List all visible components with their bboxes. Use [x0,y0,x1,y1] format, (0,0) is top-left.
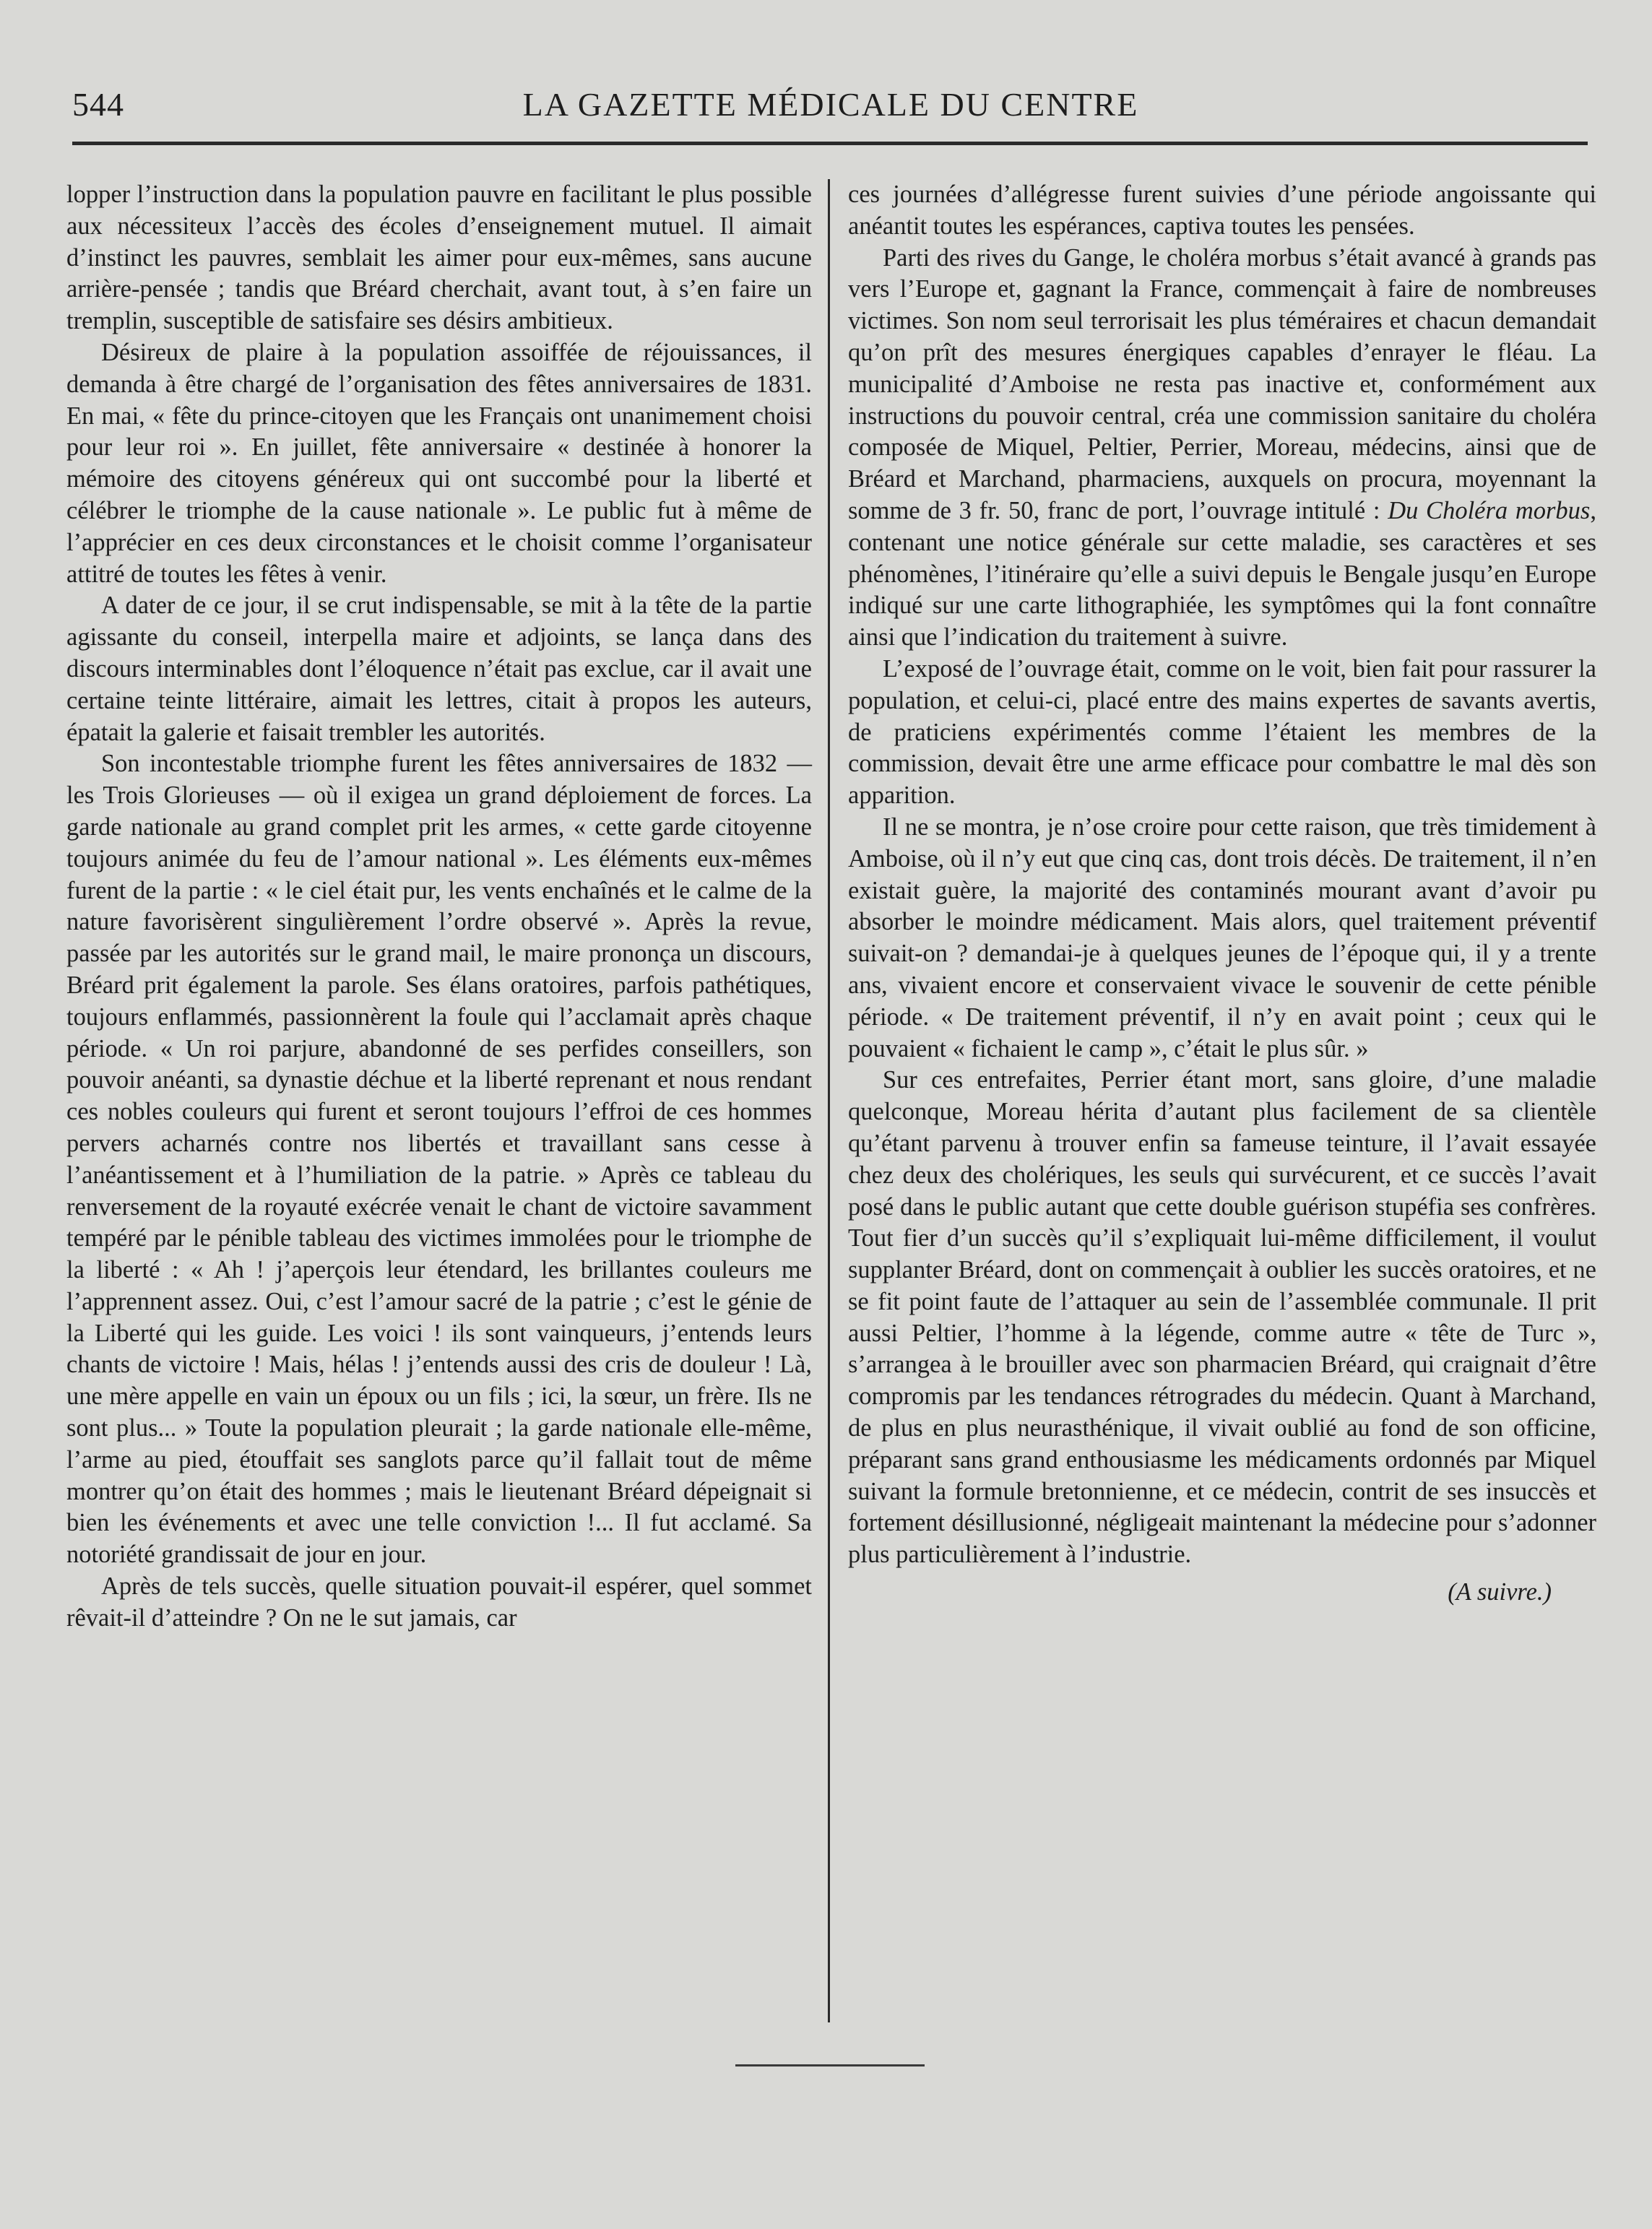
paragraph: Sur ces entrefaites, Perrier étant mort, sans gloire, d’une maladie quelconque, Moreau hérita d’autant plus facilement de sa clientèle qu’étant parvenu à trouver enfin sa fameuse teinture, il l’avait essayée chez deux des cholériques, les seuls qui survécurent, et ce succès l’avait posé dans le public autant que cette double guérison stupéfia ses confrères. Tout fier d’un succès qu’il s’expliquait lui-même difficilement, il voulut supplanter Bréard, dont on commençait à oublier les succès oratoires, et ne se fit point faute de l’attaquer au sein de l’assemblée communale. Il prit aussi Peltier, l’homme à la légende, comme autre « tête de Turc », s’arrangea à le brouiller avec son pharmacien Bréard, qui craignait d’être compromis par les tendances rétrogrades du médecin. Quant à Marchand, de plus en plus neurasthénique, il vivait oublié au fond de son officine, préparant sans grand enthousiasme les médicaments ordonnés par Miquel suivant la formule bretonnienne, et ce médecin, contrit de ses insuccès et fortement désillusionné, négligeait maintenant la médecine pour s’adonner plus particulièrement à l’industrie. [848,1066,1596,1569]
paragraph: Il ne se montra, je n’ose croire pour cette raison, que très timidement à Amboise, où il n’y eut que cinq cas, dont trois décès. De traitement, il n’en existait guère, la majorité des contaminés mourant avant d’avoir pu absorber le moindre médicament. Mais alors, quel traitement préventif suivait-on ? demandai-je à quelques jeunes de l’époque qui, il y a trente ans, vivaient encore et conservaient vivace le souvenir de cette pénible période. « De traitement préventif, il n’y en avait point ; ceux qui le pouvaient « fichaient le camp », c’était le plus sûr. » [848,813,1596,1062]
header-rule [72,142,1588,145]
paragraph: Son incontestable triomphe furent les fêtes anniversaires de 1832 — les Trois Glorieuses — où il exigea un grand déploiement de forces. La garde nationale au grand complet prit les armes, « cette garde citoyenne toujours animée du feu de l’amour national ». Les éléments eux-mêmes furent de la partie : « le ciel était pur, les vents enchaînés et le calme de la nature favorisèrent singulièrement l’ordre observé ». Après la revue, passée par les autorités sur le grand mail, le maire prononça un discours, Bréard prit également la parole. Ses élans oratoires, parfois pathétiques, toujours enflammés, passionnèrent la foule qui l’acclamait après chaque période. « Un roi parjure, abandonné de ses perfides conseillers, son pouvoir anéanti, sa dynastie déchue et la liberté reprenant et nous rendant ces nobles couleurs qui furent et seront toujours l’effroi de ces hommes pervers acharnés contre nos libertés et travaillant sans cesse à l’anéantissement et à l’humiliation de la patrie. » Après ce tableau du renversement de la royauté exécrée venait le chant de victoire savamment tempéré par le pénible tableau des victimes immolées pour le triomphe de la liberté : « Ah ! j’aperçois leur étendard, les brillantes couleurs me l’apprennent assez. Oui, c’est l’amour sacré de la patrie ; c’est le génie de la Liberté qui les guide. Les voici ! ils sont vainqueurs, j’entends leurs chants de victoire ! Mais, hélas ! j’entends aussi des cris de douleur ! Là, une mère appelle en vain un époux ou un fils ; ici, la sœur, un frère. Ils ne sont plus... » Toute la population pleurait ; la garde nationale elle-même, l’arme au pied, étouffait ses sanglots parce qu’il fallait tout de même montrer qu’on était des hommes ; mais le lieutenant Bréard dépeignait si bien les événements et avec une telle conviction !... Il fut acclamé. Sa notoriété grandissait de jour en jour. [66,750,812,1569]
paragraph: L’exposé de l’ouvrage était, comme on le voit, bien fait pour rassurer la population, et celui-ci, placé entre des mains expertes de savants avertis, de praticiens expérimentés comme l’étaient les membres de la commission, devait être une arme efficace pour combattre le mal dès son apparition. [848,654,1596,810]
paragraph: Désireux de plaire à la population assoiffée de réjouissances, il demanda à être chargé de l’organisation des fêtes anniversaires de 1831. En mai, « fête du prince-citoyen que les Français ont unanimement choisi pour leur roi ». En juillet, fête anniversaire « destinée à honorer la mémoire des citoyens généreux qui ont succombé pour la liberté et célébrer le triomphe de la cause nationale ». Le public fut à même de l’apprécier en ces deux circonstances et le choisit comme l’organisateur attitré de toutes les fêtes à venir. [66,338,812,588]
left-column [66,179,812,1635]
footer-rule [735,2064,925,2066]
journal-title: LA GAZETTE MÉDICALE DU CENTRE [522,86,1139,123]
paragraph: lopper l’instruction dans la population pauvre en facilitant le plus possible aux nécessiteux l’accès des écoles d’enseignement mutuel. Il aimait d’instinct les pauvres, semblait les aimer pour eux-mêmes, sans aucune arrière-pensée ; tandis que Bréard cherchait, avant tout, à s’en faire un tremplin, susceptible de satisfaire ses désirs ambitieux. [66,181,812,335]
paragraph: ces journées d’allégresse furent suivies d’une période angoissante qui anéantit toutes les espérances, captiva toutes les pensées. [848,181,1596,240]
paragraph: Après de tels succès, quelle situation pouvait-il espérer, quel sommet rêvait-il d’atteindre ? On ne le sut jamais, car [66,1572,812,1632]
paragraph: A dater de ce jour, il se crut indispensable, se mit à la tête de la partie agissante du conseil, interpella maire et adjoints, se lança dans des discours interminables dont l’éloquence n’était pas exclue, car il avait une certaine teinte littéraire, aimait les lettres, citait à propos les auteurs, épatait la galerie et faisait trembler les autorités. [66,592,812,746]
to-be-continued: (A suivre.) [1448,1578,1552,1606]
paragraph-text: Parti des rives du Gange, le choléra morbus s’était avancé à grands pas vers l’Europe et, gagnant la France, commençait à faire de nombreuses victimes. Son nom seul terrorisait les plus téméraires et chacun demandait qu’on prît des mesures énergiques capables d’enrayer le fléau. La municipalité d’Amboise ne resta pas inactive et, conformément aux instructions du pouvoir central, créa une commission sanitaire du choléra composée de Miquel, Peltier, Perrier, Moreau, médecins, ainsi que de Bréard et Marchand, pharmaciens, auxquels on procura, moyennant la somme de 3 fr. 50, franc de port, l’ouvrage intitulé : [848,243,1596,524]
right-column [848,179,1596,1609]
paragraph-cholera [848,243,1596,654]
paragraph-text: , contenant une notice générale sur cette maladie, ses caractères et ses phénomènes, l’itinéraire qu’elle a suivi depuis le Bengale jusqu’en Europe indiqué sur une carte lithographiée, les symptômes qui la font connaître ainsi que l’indication du traitement à suivre. [848,496,1596,652]
book-title: Du Choléra morbus [1388,496,1591,524]
page-number: 544 [72,86,124,123]
page-header [72,85,1589,129]
column-divider [828,179,830,2022]
